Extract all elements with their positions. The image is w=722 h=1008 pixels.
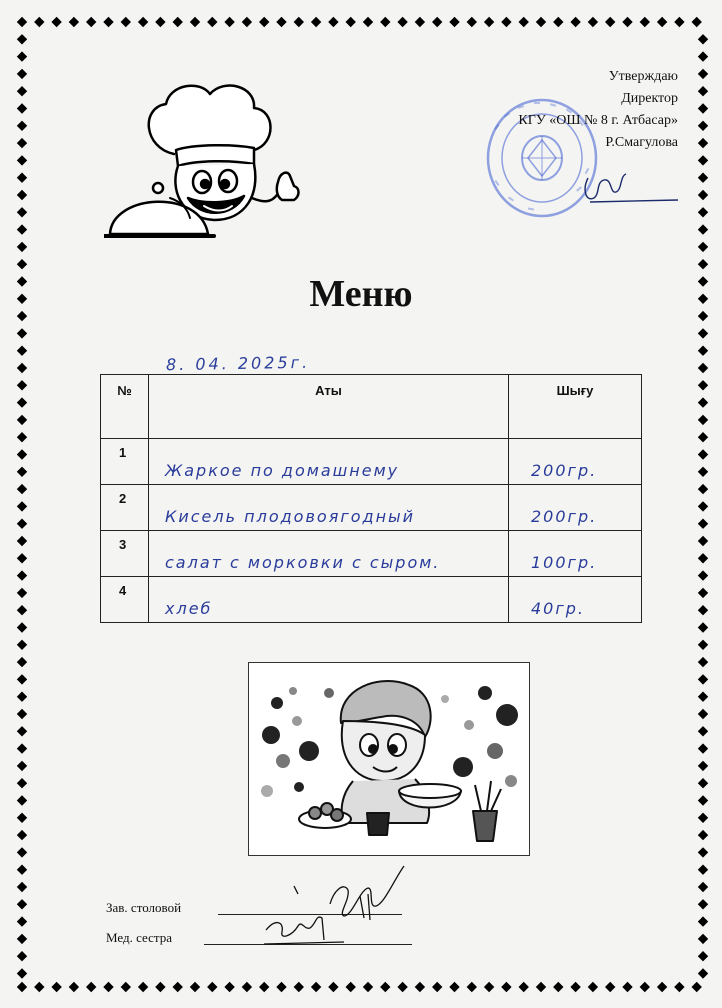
border-diamond [467, 17, 477, 27]
border-diamond [34, 17, 44, 27]
border-diamond [657, 982, 667, 992]
border-diamond [17, 657, 27, 667]
border-diamond [34, 982, 44, 992]
border-diamond [698, 363, 708, 373]
border-diamond [698, 865, 708, 875]
dish-output: 200гр. [509, 485, 642, 531]
table-row [101, 531, 642, 577]
border-diamond [640, 982, 650, 992]
border-diamond [121, 982, 131, 992]
border-diamond [588, 982, 598, 992]
border-diamond [17, 242, 27, 252]
border-diamond [698, 449, 708, 459]
border-diamond [698, 640, 708, 650]
menu-date: 8. 04. 2025г. [165, 352, 311, 375]
border-diamond [698, 726, 708, 736]
border-diamond [698, 69, 708, 79]
page-title: Меню [309, 273, 413, 315]
border-diamond [397, 982, 407, 992]
border-diamond [698, 190, 708, 200]
border-diamond [17, 259, 27, 269]
border-diamond [657, 17, 667, 27]
border-diamond [259, 17, 269, 27]
border-diamond [698, 224, 708, 234]
border-diamond [397, 17, 407, 27]
border-diamond [86, 982, 96, 992]
border-diamond [17, 968, 27, 978]
dish-name: хлеб [149, 577, 509, 623]
border-diamond [17, 916, 27, 926]
approval-block [518, 66, 678, 154]
approval-line-position: Директор [621, 91, 678, 106]
border-diamond [698, 813, 708, 823]
border-diamond [605, 17, 615, 27]
border-diamond [519, 982, 529, 992]
border-diamond [698, 968, 708, 978]
border-diamond [224, 17, 234, 27]
border-diamond [346, 17, 356, 27]
border-diamond [698, 847, 708, 857]
border-diamond [692, 982, 702, 992]
border-diamond [674, 982, 684, 992]
border-diamond [698, 415, 708, 425]
border-diamond [17, 743, 27, 753]
border-diamond [698, 605, 708, 615]
border-diamond [69, 17, 79, 27]
border-diamond [328, 17, 338, 27]
border-diamond [17, 449, 27, 459]
border-diamond [698, 536, 708, 546]
border-diamond [698, 916, 708, 926]
border-diamond [17, 795, 27, 805]
border-diamond [17, 207, 27, 217]
border-diamond [698, 121, 708, 131]
border-diamond [155, 982, 165, 992]
child-eating-illustration [248, 662, 530, 856]
border-diamond [570, 17, 580, 27]
border-diamond [207, 17, 217, 27]
border-diamond [415, 17, 425, 27]
border-diamond [698, 709, 708, 719]
border-diamond [698, 103, 708, 113]
border-diamond [17, 830, 27, 840]
border-diamond [17, 190, 27, 200]
border-diamond [605, 982, 615, 992]
border-diamond [415, 982, 425, 992]
border-diamond [17, 69, 27, 79]
border-diamond [698, 34, 708, 44]
border-diamond [17, 726, 27, 736]
border-diamond [207, 982, 217, 992]
border-diamond [242, 17, 252, 27]
border-diamond [698, 138, 708, 148]
border-diamond [536, 17, 546, 27]
border-diamond [17, 346, 27, 356]
border-diamond [698, 397, 708, 407]
border-diamond [553, 982, 563, 992]
border-diamond [17, 484, 27, 494]
menu-table [100, 374, 642, 623]
border-diamond [103, 982, 113, 992]
row-number: 3 [101, 531, 149, 577]
border-diamond [363, 17, 373, 27]
border-diamond [17, 328, 27, 338]
border-diamond [328, 982, 338, 992]
chef-icon [104, 78, 308, 242]
border-diamond [570, 982, 580, 992]
border-diamond [640, 17, 650, 27]
approval-line-organization: КГУ «ОШ № 8 г. Атбасар» [518, 113, 678, 128]
border-diamond [432, 17, 442, 27]
dish-output: 100гр. [509, 531, 642, 577]
border-diamond [698, 743, 708, 753]
border-diamond [588, 17, 598, 27]
border-diamond [698, 259, 708, 269]
border-diamond [698, 951, 708, 961]
nurse-label: Мед. сестра [106, 930, 173, 945]
row-number: 2 [101, 485, 149, 531]
border-diamond [17, 224, 27, 234]
border-diamond [276, 982, 286, 992]
border-diamond [698, 242, 708, 252]
dish-output: 200гр. [509, 439, 642, 485]
border-diamond [698, 570, 708, 580]
border-diamond [698, 346, 708, 356]
border-diamond [698, 51, 708, 61]
border-diamond [17, 640, 27, 650]
border-diamond [138, 17, 148, 27]
border-diamond [17, 899, 27, 909]
border-diamond [17, 51, 27, 61]
approval-line-approve: Утверждаю [608, 69, 678, 84]
border-diamond [51, 982, 61, 992]
border-diamond [17, 380, 27, 390]
border-diamond [17, 415, 27, 425]
table-row [101, 485, 642, 531]
border-diamond [17, 570, 27, 580]
border-diamond [380, 982, 390, 992]
border-diamond [17, 865, 27, 875]
border-diamond [17, 501, 27, 511]
border-diamond [698, 86, 708, 96]
border-diamond [103, 17, 113, 27]
border-diamond [17, 121, 27, 131]
border-diamond [17, 363, 27, 373]
border-diamond [17, 397, 27, 407]
border-diamond [484, 982, 494, 992]
border-diamond [17, 519, 27, 529]
border-diamond [17, 86, 27, 96]
border-diamond [17, 709, 27, 719]
border-diamond [698, 328, 708, 338]
border-diamond [17, 605, 27, 615]
border-diamond [294, 17, 304, 27]
border-diamond [17, 17, 27, 27]
border-diamond [698, 553, 708, 563]
border-diamond [69, 982, 79, 992]
border-diamond [311, 982, 321, 992]
border-diamond [17, 813, 27, 823]
border-diamond [17, 536, 27, 546]
border-diamond [17, 761, 27, 771]
border-diamond [17, 588, 27, 598]
border-diamond [190, 17, 200, 27]
border-diamond [536, 982, 546, 992]
border-diamond [173, 17, 183, 27]
border-diamond [698, 588, 708, 598]
border-diamond [17, 982, 27, 992]
border-diamond [622, 982, 632, 992]
border-diamond [121, 17, 131, 27]
border-diamond [51, 17, 61, 27]
table-row [101, 577, 642, 623]
border-diamond [224, 982, 234, 992]
border-diamond [311, 17, 321, 27]
border-diamond [17, 622, 27, 632]
border-diamond [698, 899, 708, 909]
border-diamond [294, 982, 304, 992]
table-row [101, 439, 642, 485]
border-diamond [698, 155, 708, 165]
border-diamond [698, 484, 708, 494]
border-diamond [363, 982, 373, 992]
border-diamond [276, 17, 286, 27]
border-diamond [484, 17, 494, 27]
border-diamond [17, 692, 27, 702]
column-header-number: № [101, 375, 149, 439]
border-diamond [17, 674, 27, 684]
border-diamond [17, 951, 27, 961]
border-diamond [449, 982, 459, 992]
border-diamond [698, 467, 708, 477]
border-diamond [17, 553, 27, 563]
border-diamond [259, 982, 269, 992]
border-diamond [17, 847, 27, 857]
column-header-name: Аты [149, 375, 509, 439]
row-number: 4 [101, 577, 149, 623]
dish-name: Жаркое по домашнему [149, 439, 509, 485]
border-diamond [17, 432, 27, 442]
border-diamond [698, 674, 708, 684]
border-diamond [692, 17, 702, 27]
border-diamond [449, 17, 459, 27]
border-diamond [17, 34, 27, 44]
border-diamond [467, 982, 477, 992]
handwritten-signatures [264, 860, 414, 952]
canteen-head-label: Зав. столовой [106, 900, 182, 915]
border-diamond [17, 882, 27, 892]
border-diamond [519, 17, 529, 27]
border-diamond [698, 657, 708, 667]
border-diamond [190, 982, 200, 992]
director-signature [560, 168, 680, 216]
dish-output: 40гр. [509, 577, 642, 623]
border-diamond [17, 103, 27, 113]
border-diamond [173, 982, 183, 992]
border-diamond [155, 17, 165, 27]
border-diamond [501, 17, 511, 27]
row-number: 1 [101, 439, 149, 485]
border-diamond [698, 173, 708, 183]
border-diamond [432, 982, 442, 992]
border-diamond [17, 467, 27, 477]
border-diamond [138, 982, 148, 992]
approval-line-name: Р.Смагулова [605, 135, 678, 150]
border-diamond [698, 934, 708, 944]
dish-name: салат с морковки с сыром. [149, 531, 509, 577]
border-diamond [17, 778, 27, 788]
border-diamond [698, 622, 708, 632]
border-diamond [17, 934, 27, 944]
border-diamond [380, 17, 390, 27]
table-header-row [101, 375, 642, 439]
column-header-output: Шығу [509, 375, 642, 439]
border-diamond [698, 778, 708, 788]
border-diamond [698, 207, 708, 217]
border-diamond [698, 501, 708, 511]
border-diamond [86, 17, 96, 27]
border-diamond [501, 982, 511, 992]
border-diamond [698, 882, 708, 892]
border-diamond [674, 17, 684, 27]
border-diamond [622, 17, 632, 27]
border-diamond [242, 982, 252, 992]
border-diamond [17, 155, 27, 165]
border-diamond [17, 173, 27, 183]
border-diamond [698, 761, 708, 771]
border-diamond [698, 432, 708, 442]
border-diamond [17, 138, 27, 148]
dish-name: Кисель плодовоягодный [149, 485, 509, 531]
border-diamond [698, 380, 708, 390]
border-diamond [553, 17, 563, 27]
border-diamond [698, 830, 708, 840]
border-diamond [698, 692, 708, 702]
border-diamond [698, 795, 708, 805]
border-diamond [346, 982, 356, 992]
border-diamond [698, 519, 708, 529]
